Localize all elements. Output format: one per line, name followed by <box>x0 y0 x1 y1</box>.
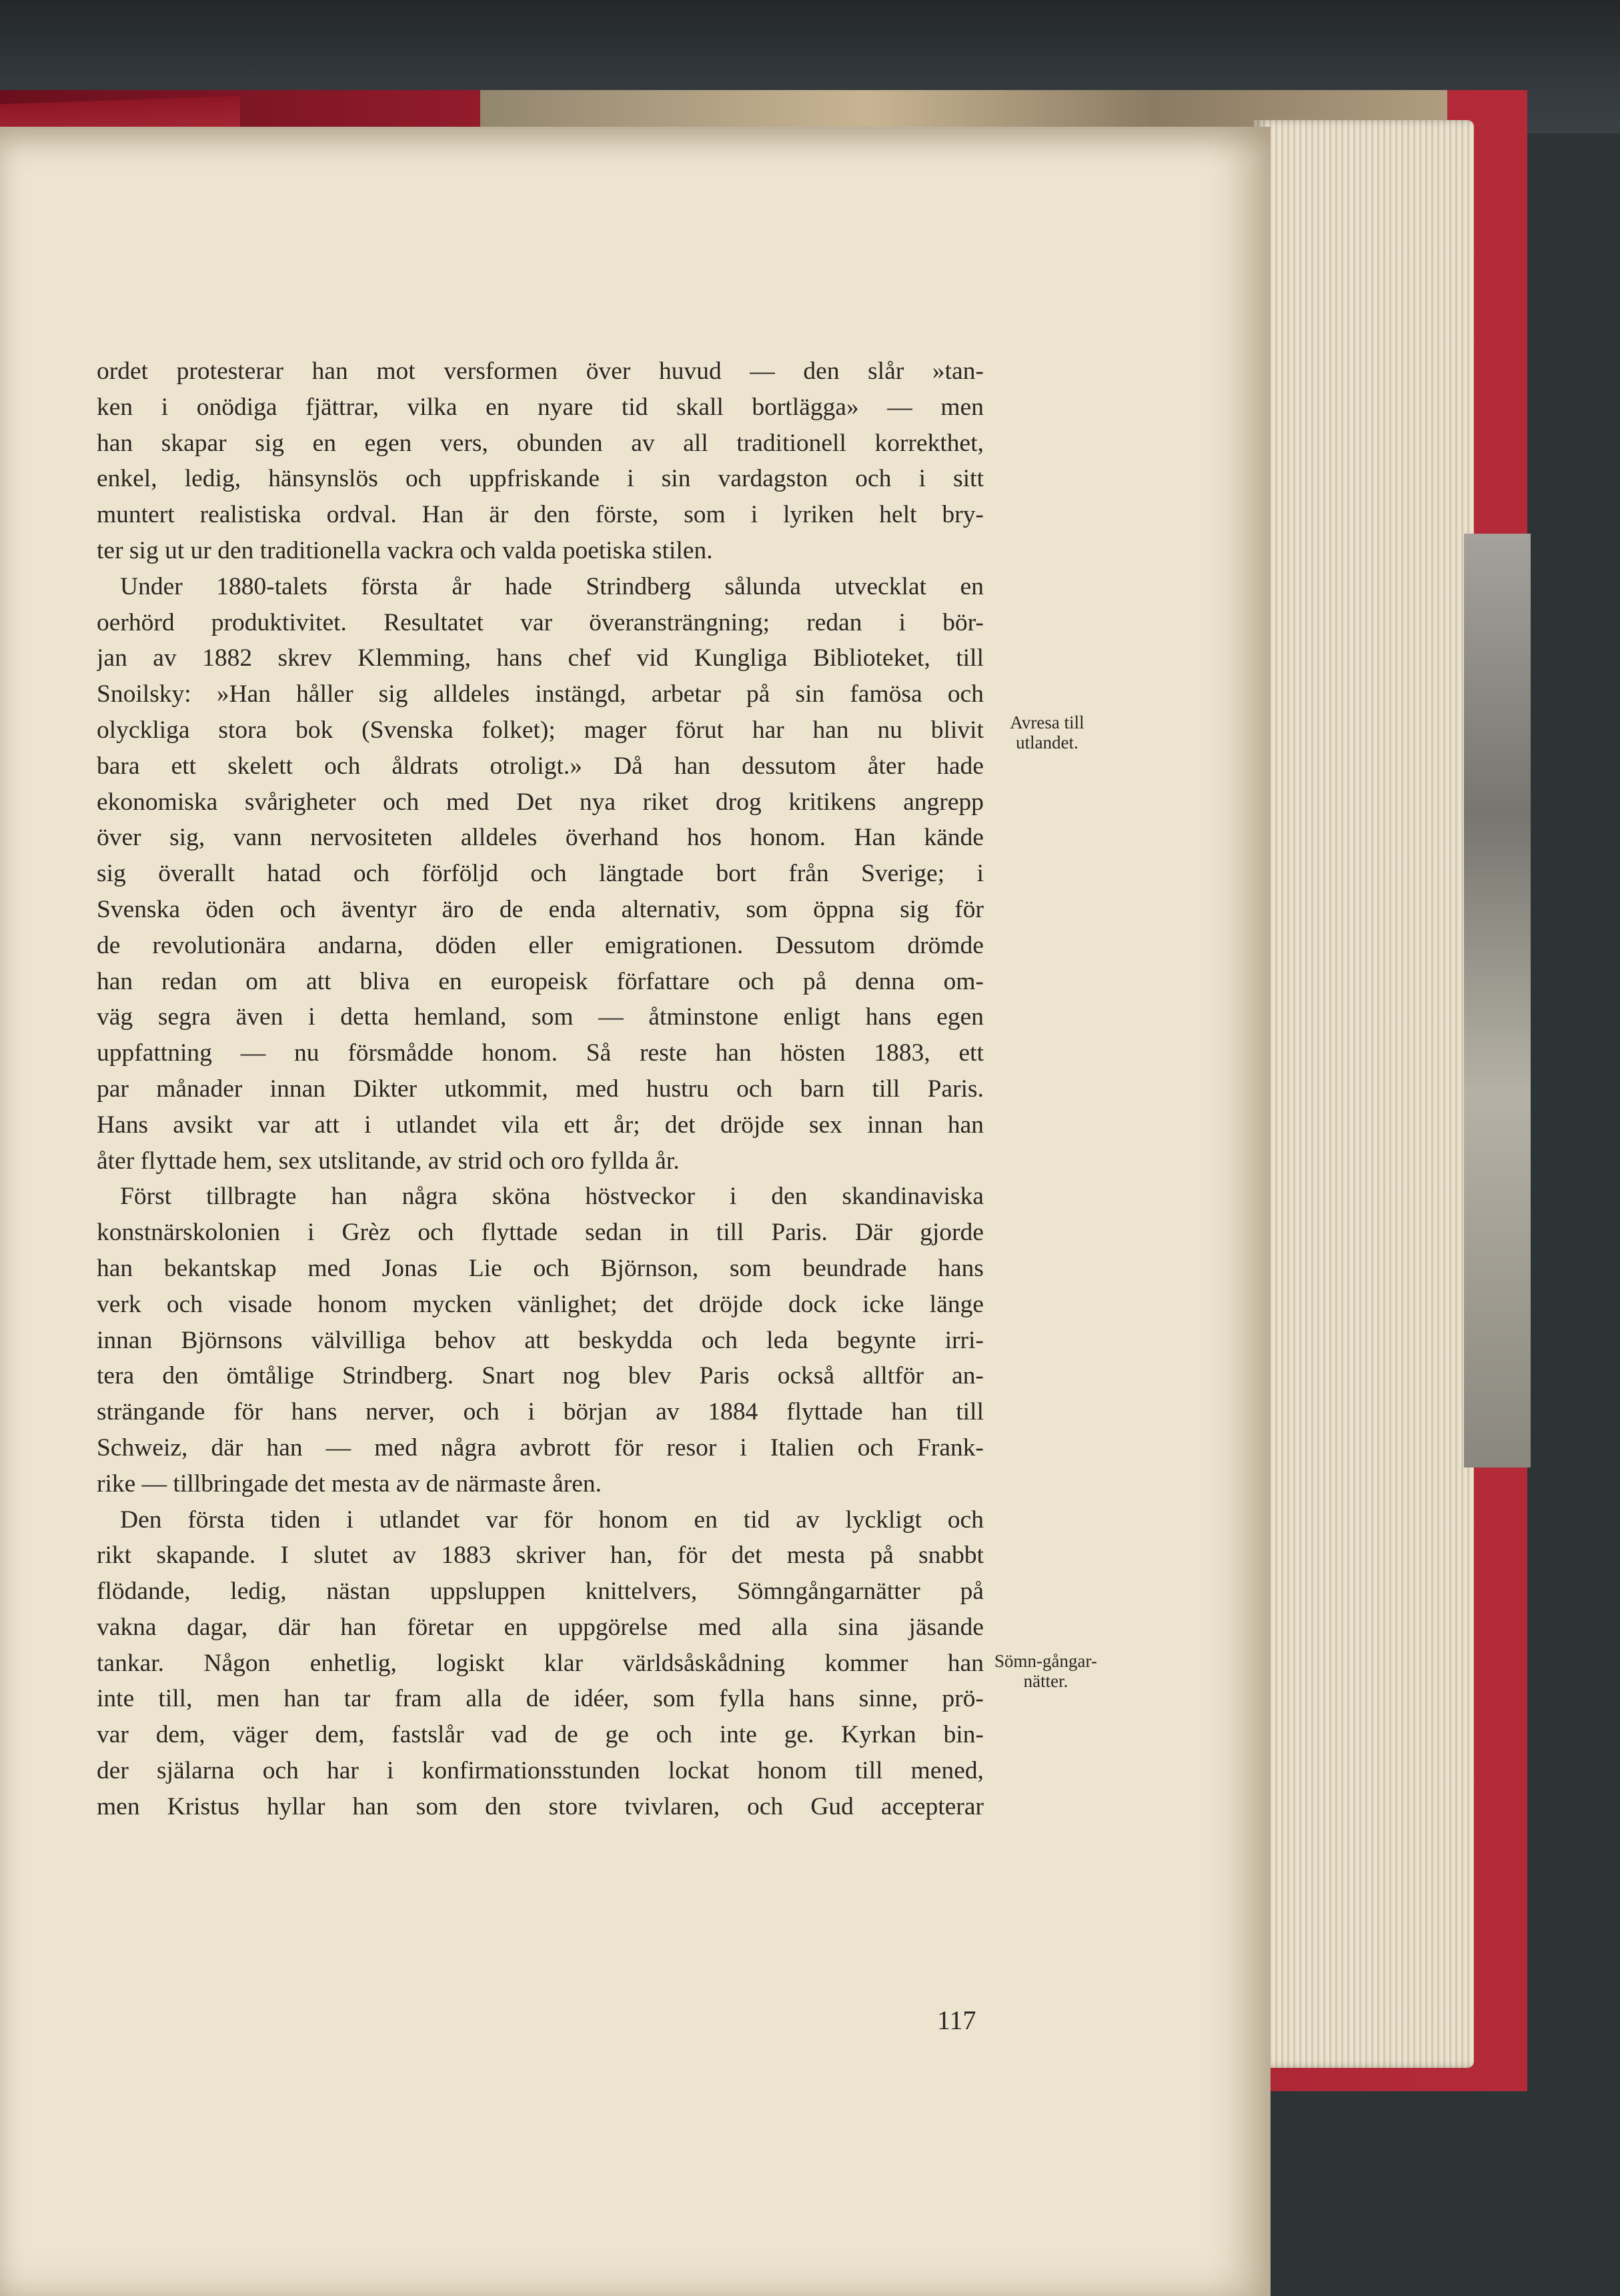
text-line: sig överallt hatad och förföljd och längtade bort från Sverige; i <box>97 860 984 888</box>
text-line: inte till, men han tar fram alla de idéer, som fylla hans sinne, prö- <box>97 1685 984 1713</box>
page-number: 117 <box>937 2005 976 2035</box>
text-line: ordet protesterar han mot versformen över huvud — den slår »tan- <box>97 358 984 385</box>
body-text <box>97 354 984 1825</box>
text-line: rikt skapande. I slutet av 1883 skriver han, för det mesta på snabbt <box>97 1542 984 1570</box>
text-line: tankar. Någon enhetlig, logiskt klar världsåskådning kommer han <box>97 1649 984 1677</box>
text-line: över sig, vann nervositeten alldeles överhand hos honom. Han kände <box>97 824 984 852</box>
text-line: men Kristus hyllar han som den store tvivlaren, och Gud accepterar <box>97 1792 984 1820</box>
text-line: bara ett skelett och åldrats otroligt.» Då han dessutom åter hade <box>97 752 984 780</box>
text-line: rike — tillbringade det mesta av de närmaste åren. <box>97 1470 602 1498</box>
text-line: verk och visade honom mycken vänlighet; det dröjde dock icke länge <box>97 1290 984 1318</box>
text-line: var dem, väger dem, fastslår vad de ge och inte ge. Kyrkan bin- <box>97 1721 984 1749</box>
text-line: åter flyttade hem, sex utslitande, av strid och oro fyllda år. <box>97 1147 680 1175</box>
text-line: par månader innan Dikter utkommit, med hustru och barn till Paris. <box>97 1075 984 1103</box>
margin-note-sleepwalker-nights: Sömn-gångar-nätter. <box>994 1651 1097 1691</box>
text-line: de revolutionära andarna, döden eller emigrationen. Dessutom drömde <box>97 931 984 959</box>
text-line: tera den ömtålige Strindberg. Snart nog blev Paris också alltför an- <box>97 1362 984 1390</box>
text-line: han bekantskap med Jonas Lie och Björnson, som beundrade hans <box>97 1254 984 1282</box>
text-line: innan Björnsons välvilliga behov att beskydda och leda begynte irri- <box>97 1326 984 1354</box>
marbled-endpaper-right <box>1464 534 1531 1468</box>
text-line: vakna dagar, där han företar en uppgörelse med alla sina jäsande <box>97 1613 984 1641</box>
text-line: uppfattning — nu försmådde honom. Så reste han hösten 1883, ett <box>97 1039 984 1067</box>
book-page <box>0 127 1271 2296</box>
text-line: ekonomiska svårigheter och med Det nya riket drog kritikens angrepp <box>97 788 984 816</box>
text-line: flödande, ledig, nästan uppsluppen knittelvers, Sömngångarnätter på <box>97 1578 984 1606</box>
margin-note-departure: Avresa till utlandet. <box>1010 712 1084 752</box>
text-line: Den första tiden i utlandet var för honom en tid av lyckligt och <box>120 1506 984 1534</box>
text-line: jan av 1882 skrev Klemming, hans chef vid Kungliga Biblioteket, till <box>97 644 984 672</box>
text-line: Först tillbragte han några sköna höstveckor i den skandinaviska <box>120 1183 984 1211</box>
text-line: Hans avsikt var att i utlandet vila ett år; det dröjde sex innan han <box>97 1111 984 1139</box>
text-line: Under 1880-talets första år hade Strindberg sålunda utvecklat en <box>120 572 984 600</box>
text-line: Snoilsky: »Han håller sig alldeles instängd, arbetar på sin famösa och <box>97 680 984 708</box>
text-line: ter sig ut ur den traditionella vackra och valda poetiska stilen. <box>97 536 713 564</box>
page-stack <box>1254 120 1474 2068</box>
text-line: oerhörd produktivitet. Resultatet var överansträngning; redan i bör- <box>97 608 984 636</box>
text-line: konstnärskolonien i Grèz och flyttade sedan in till Paris. Där gjorde <box>97 1219 984 1247</box>
text-line: der själarna och har i konfirmationsstunden lockat honom till mened, <box>97 1757 984 1785</box>
text-line: ken i onödiga fjättrar, vilka en nyare tid skall bortlägga» — men <box>97 393 984 421</box>
text-line: han redan om att bliva en europeisk författare och på denna om- <box>97 967 984 995</box>
text-line: Svenska öden och äventyr äro de enda alternativ, som öppna sig för <box>97 895 984 923</box>
text-line: Schweiz, där han — med några avbrott för resor i Italien och Frank- <box>97 1433 984 1462</box>
text-line: strängande för hans nerver, och i början av 1884 flyttade han till <box>97 1398 984 1426</box>
text-line: väg segra även i detta hemland, som — åtminstone enligt hans egen <box>97 1003 984 1031</box>
text-line: han skapar sig en egen vers, obunden av all traditionell korrekthet, <box>97 429 984 457</box>
text-line: enkel, ledig, hänsynslös och uppfriskande i sin vardagston och i sitt <box>97 465 984 493</box>
text-line: olyckliga stora bok (Svenska folket); mager förut har han nu blivit <box>97 716 984 744</box>
text-line: muntert realistiska ordval. Han är den förste, som i lyriken helt bry- <box>97 501 984 529</box>
